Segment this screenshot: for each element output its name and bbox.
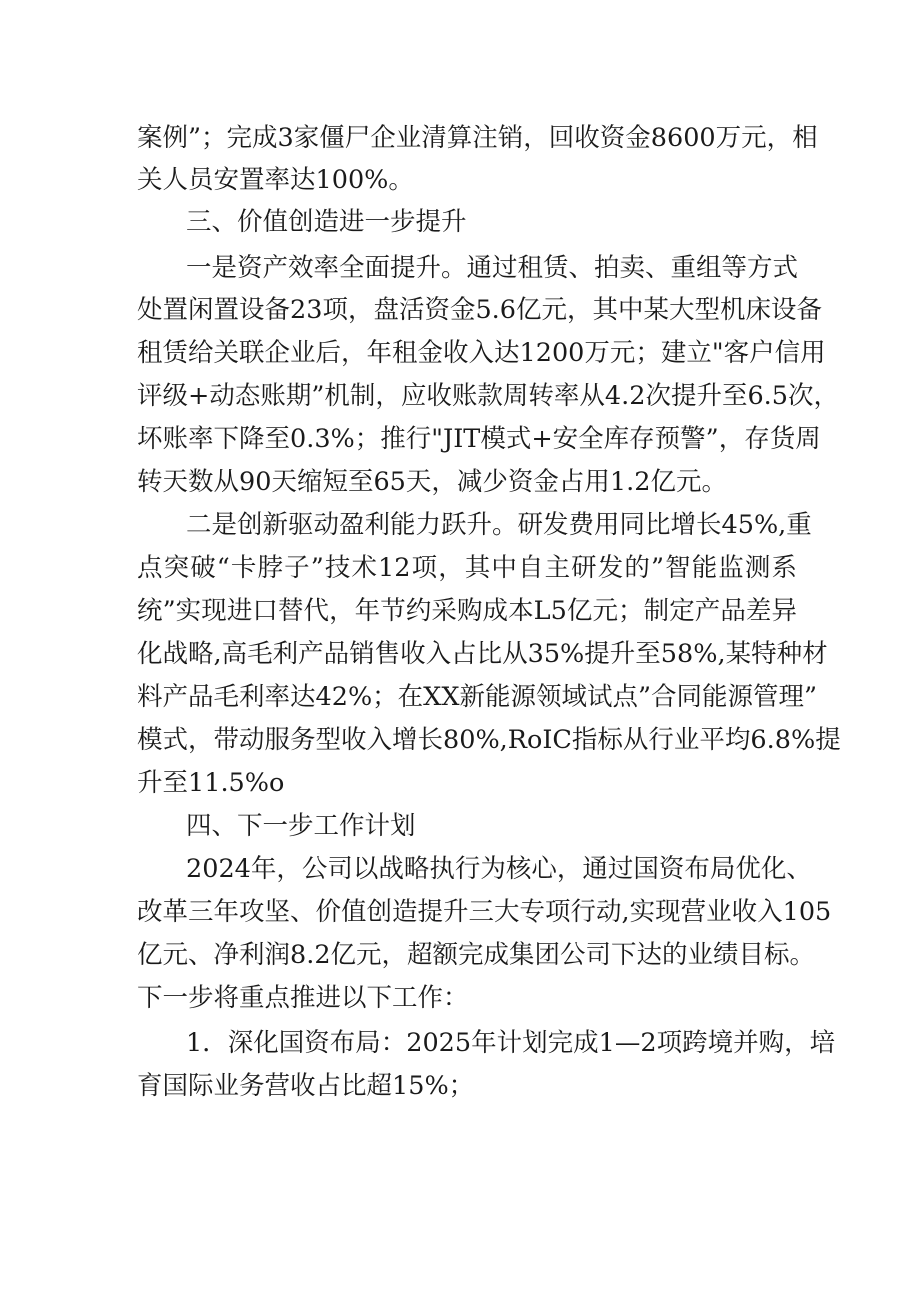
paragraph-line: 评级+动态账期”机制，应收账款周转率从4.2次提升至6.5次， xyxy=(137,381,840,411)
section-heading: 四、下一步工作计划 xyxy=(186,811,416,841)
paragraph-line: 升至11.5%o xyxy=(137,768,285,798)
paragraph-line: 转天数从90天缩短至65天，减少资金占用1.2亿元。 xyxy=(137,467,727,497)
paragraph-line: 改革三年攻坚、价值创造提升三大专项行动,实现营业收入105 xyxy=(137,897,832,927)
paragraph-line: 案例”；完成3家僵尸企业清算注销，回收资金8600万元，相 xyxy=(137,123,818,153)
paragraph-line: 点突破“卡脖子”技术12项，其中自主研发的”智能监测系 xyxy=(137,553,797,583)
paragraph-line: 亿元、净利润8.2亿元，超额完成集团公司下达的业绩目标。 xyxy=(137,940,816,970)
paragraph-line: 关人员安置率达100%。 xyxy=(137,165,414,195)
section-heading: 三、价值创造进一步提升 xyxy=(186,207,467,237)
paragraph-line: 坏账率下降至0.3%；推行"JIT模式+安全库存预警”，存货周 xyxy=(137,424,821,454)
list-item-line: 育国际业务营收占比超15%； xyxy=(137,1071,475,1101)
paragraph-line: 统”实现进口替代，年节约采购成本L5亿元；制定产品差异 xyxy=(137,596,797,626)
paragraph-line: 二是创新驱动盈利能力跃升。研发费用同比增长45%,重 xyxy=(186,510,812,540)
paragraph-line: 租赁给关联企业后，年租金收入达1200万元；建立"客户信用 xyxy=(137,338,826,368)
paragraph-line: 下一步将重点推进以下工作： xyxy=(137,983,469,1013)
paragraph-line: 2024年，公司以战略执行为核心，通过国资布局优化、 xyxy=(186,854,812,884)
paragraph-line: 模式，带动服务型收入增长80%,RoIC指标从行业平均6.8%提 xyxy=(137,725,841,755)
paragraph-line: 化战略,高毛利产品销售收入占比从35%提升至58%,某特种材 xyxy=(137,639,828,669)
paragraph-line: 一是资产效率全面提升。通过租赁、拍卖、重组等方式 xyxy=(186,253,799,283)
paragraph-line: 处置闲置设备23项，盘活资金5.6亿元，其中某大型机床设备 xyxy=(137,295,823,325)
paragraph-line: 料产品毛利率达42%；在XX新能源领域试点”合同能源管理” xyxy=(137,682,818,712)
list-item-line: 1．深化国资布局：2025年计划完成1—2项跨境并购，培 xyxy=(186,1028,836,1058)
